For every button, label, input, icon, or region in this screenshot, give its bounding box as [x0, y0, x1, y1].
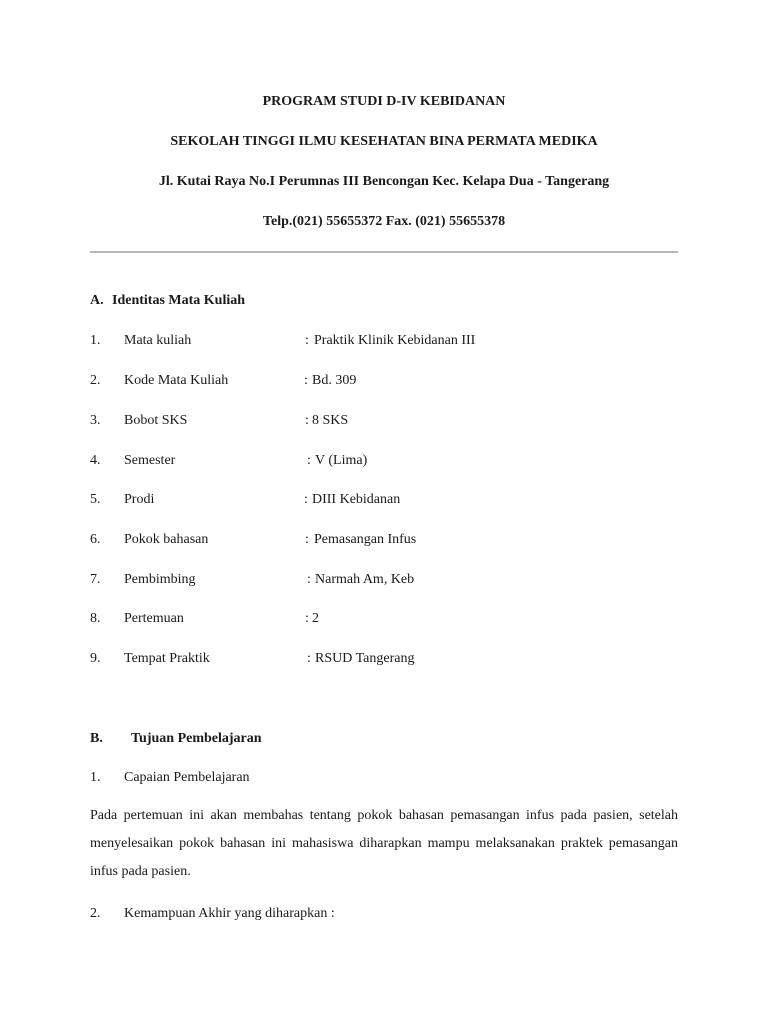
row-label: Bobot SKS [124, 413, 188, 428]
row-colon: : [307, 572, 311, 587]
identity-row [0, 412, 768, 430]
row-number: 7. [90, 572, 101, 587]
row-number: 6. [90, 532, 101, 547]
row-colon: : [305, 532, 309, 547]
row-value: 8 SKS [312, 413, 349, 428]
row-value: Pemasangan Infus [314, 532, 417, 547]
row-label: Semester [124, 453, 176, 468]
section-b-letter: B. [90, 731, 103, 746]
row-value: Praktik Klinik Kebidanan III [314, 333, 476, 348]
row-colon: : [305, 413, 309, 428]
objective-item [0, 769, 768, 787]
row-value: DIII Kebidanan [312, 492, 401, 507]
institution-contact: Telp.(021) 55655372 Fax. (021) 55655378 [262, 214, 506, 229]
row-colon: : [307, 651, 311, 666]
row-label: Pembimbing [124, 572, 196, 587]
row-number: 4. [90, 453, 101, 468]
identity-row [0, 491, 768, 509]
row-value: RSUD Tangerang [315, 651, 415, 666]
objective-paragraph: Pada pertemuan ini akan membahas tentang pokok bahasan pemasangan infus pada pasien, setelah menyelesaikan pokok bahasan ini mahasiswa diharapkan mampu melaksanakan praktek pemasangan infus pada pasien. [90, 808, 678, 879]
row-value: V (Lima) [315, 453, 368, 468]
row-number: 8. [90, 611, 101, 626]
identity-row [0, 531, 768, 549]
row-colon: : [307, 453, 311, 468]
row-number: 5. [90, 492, 101, 507]
identity-row [0, 372, 768, 390]
row-number: 9. [90, 651, 101, 666]
row-label: Tempat Praktik [124, 651, 210, 666]
item-number: 1. [90, 770, 101, 785]
institution-address: Jl. Kutai Raya No.I Perumnas III Bencongan Kec. Kelapa Dua - Tangerang [158, 174, 610, 189]
item-label: Kemampuan Akhir yang diharapkan : [124, 906, 335, 921]
row-label: Pertemuan [124, 611, 184, 626]
row-colon: : [304, 373, 308, 388]
row-value: Narmah Am, Keb [315, 572, 415, 587]
row-colon: : [304, 492, 308, 507]
row-value: 2 [312, 611, 319, 626]
program-title: PROGRAM STUDI D-IV KEBIDANAN [262, 94, 506, 109]
row-number: 3. [90, 413, 101, 428]
row-number: 2. [90, 373, 101, 388]
objective-item [0, 905, 768, 923]
header-divider [90, 251, 678, 253]
section-a-title: Identitas Mata Kuliah [112, 293, 246, 308]
row-colon: : [305, 611, 309, 626]
identity-row [0, 332, 768, 350]
identity-row [0, 610, 768, 628]
section-b-title: Tujuan Pembelajaran [131, 731, 262, 746]
identity-row [0, 452, 768, 470]
institution-name: SEKOLAH TINGGI ILMU KESEHATAN BINA PERMATA MEDIKA [170, 134, 598, 149]
row-colon: : [305, 333, 309, 348]
row-value: Bd. 309 [312, 373, 357, 388]
row-label: Pokok bahasan [124, 532, 209, 547]
row-label: Kode Mata Kuliah [124, 373, 229, 388]
row-label: Prodi [124, 492, 155, 507]
section-a-letter: A. [90, 293, 104, 308]
item-label: Capaian Pembelajaran [124, 770, 250, 785]
row-number: 1. [90, 333, 101, 348]
identity-row [0, 571, 768, 589]
item-number: 2. [90, 906, 101, 921]
row-label: Mata kuliah [124, 333, 192, 348]
identity-row [0, 650, 768, 668]
